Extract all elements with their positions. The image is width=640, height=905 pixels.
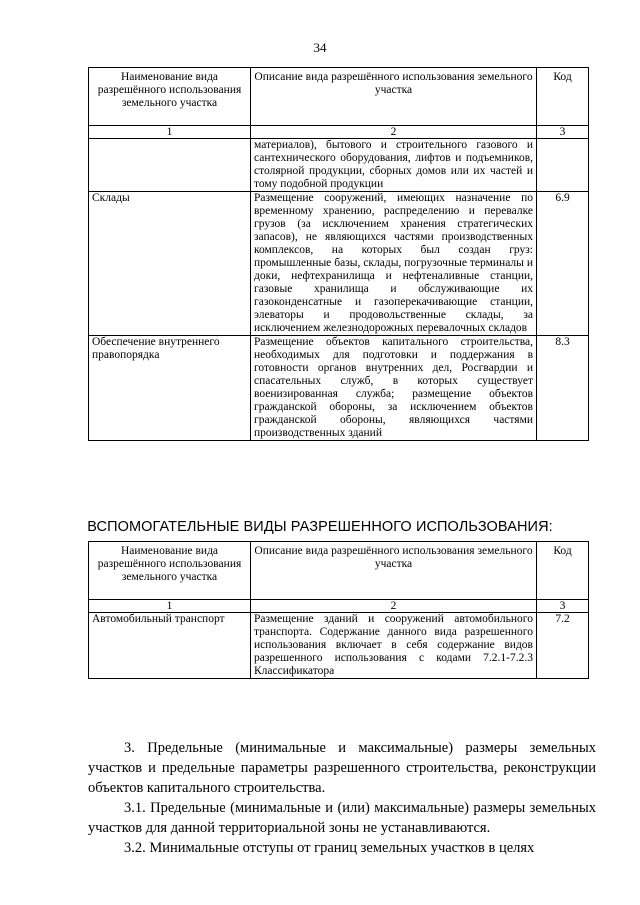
page-number: 34	[313, 40, 327, 55]
column-number: 1	[89, 600, 251, 613]
column-number: 1	[89, 126, 251, 139]
column-number-row	[89, 126, 589, 139]
column-number-row	[89, 600, 589, 613]
header-name: Наименование вида разрешённого использования земельного участка	[89, 542, 251, 600]
table-row	[89, 613, 589, 679]
column-number: 3	[537, 126, 589, 139]
column-number: 2	[251, 126, 537, 139]
use-description: Размещение сооружений, имеющих назначение по временному хранению, распределению и перевалке грузов (за исключением хранения стратегических запасов), не являющихся частями производственных комплексов, на которых был создан груз: промышленные базы, склады, погрузочные терминалы и доки, нефтехранилища и нефтеналивные станции, газовые хранилища и обслуживающие их газоконденсатные и газоперекачивающие станции, элеваторы и продовольственные склады, за исключением железнодорожных перевалочных складов	[251, 192, 537, 336]
use-name: Склады	[89, 192, 251, 336]
permitted-use-table	[88, 67, 589, 441]
use-name	[89, 139, 251, 192]
use-code	[537, 139, 589, 192]
use-code: 7.2	[537, 613, 589, 679]
use-name: Автомобильный транспорт	[89, 613, 251, 679]
header-code: Код	[537, 68, 589, 126]
table-row	[89, 192, 589, 336]
table-header-row	[89, 68, 589, 126]
auxiliary-use-table	[88, 541, 589, 679]
header-code: Код	[537, 542, 589, 600]
use-description: Размещение зданий и сооружений автомобильного транспорта. Содержание данного вида разрешенного использования включает в себя содержание видов разрешенного использования с кодами 7.2.1-7.2.3 Классификатора	[251, 613, 537, 679]
header-description: Описание вида разрешённого использования земельного участка	[251, 542, 537, 600]
header-name: Наименование вида разрешённого использования земельного участка	[89, 68, 251, 126]
auxiliary-uses-heading: ВСПОМОГАТЕЛЬНЫЕ ВИДЫ РАЗРЕШЕННОГО ИСПОЛЬЗОВАНИЯ:	[87, 519, 553, 535]
column-number: 3	[537, 600, 589, 613]
use-name: Обеспечение внутреннего правопорядка	[89, 336, 251, 441]
paragraph-setbacks: 3.2. Минимальные отступы от границ земельных участков в целях	[124, 839, 535, 856]
use-code: 8.3	[537, 336, 589, 441]
column-number: 2	[251, 600, 537, 613]
use-code: 6.9	[537, 192, 589, 336]
paragraph-limits: 3. Предельные (минимальные и максимальные) размеры земельных участков и предельные параметры разрешенного строительства, реконструкции объектов капитального строительства.	[88, 739, 596, 796]
use-description: материалов), бытового и строительного газового и сантехнического оборудования, лифтов и подъемников, столярной продукции, сборных домов или их частей и тому подобной продукции	[251, 139, 537, 192]
header-description: Описание вида разрешённого использования земельного участка	[251, 68, 537, 126]
table-header-row	[89, 542, 589, 600]
table-row	[89, 139, 589, 192]
use-description: Размещение объектов капитального строительства, необходимых для подготовки и поддержания в готовности органов внутренних дел, Росгвардии и спасательных служб, в которых существует военизированная служба; размещение объектов гражданской обороны, за исключением объектов гражданской обороны, являющихся частями производственных зданий	[251, 336, 537, 441]
table-row	[89, 336, 589, 441]
paragraph-plot-sizes: 3.1. Предельные (минимальные и (или) максимальные) размеры земельных участков для данной территориальной зоны не устанавливаются.	[88, 799, 596, 836]
